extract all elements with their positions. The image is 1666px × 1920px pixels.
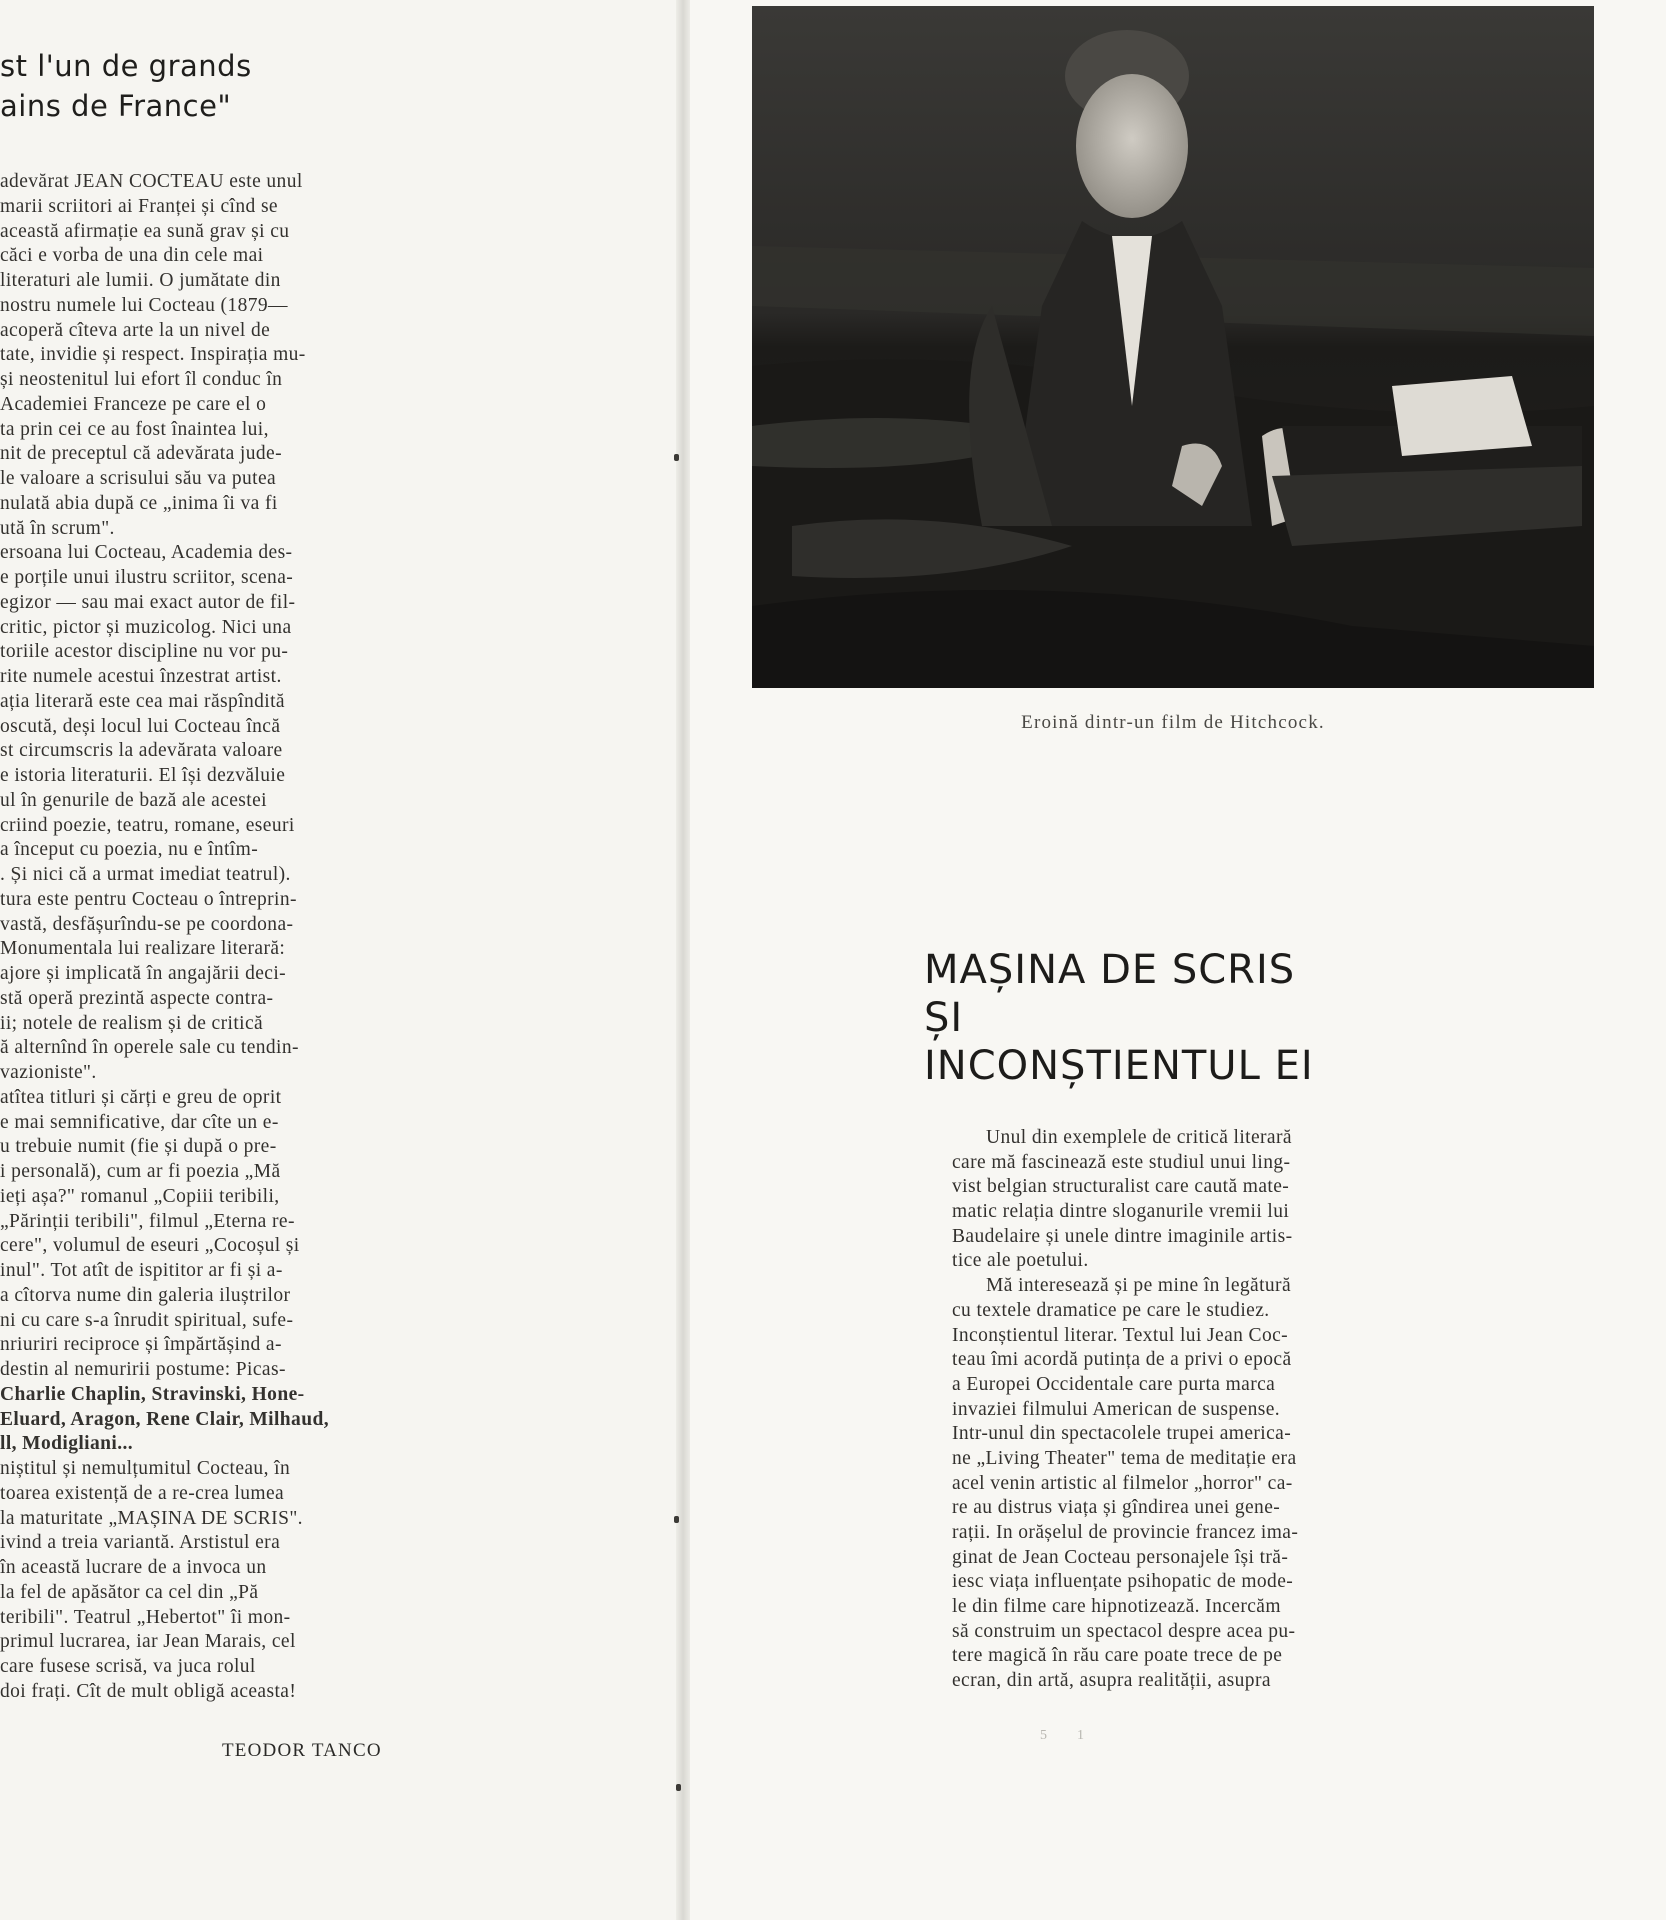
text-line: toarea existență de a re-crea lumea [0, 1482, 285, 1504]
text-line: ne „Living Theater" tema de meditație era [952, 1447, 1297, 1469]
text-line: Intr-unul din spectacolele trupei america- [952, 1423, 1292, 1445]
left-article-heading [0, 46, 300, 126]
text-line: a început cu poezia, nu e întîm- [0, 839, 259, 861]
text-line: a Europei Occidentale care purta marca [952, 1373, 1276, 1395]
text-line: teau îmi acordă putința de a privi o epocă [952, 1349, 1292, 1371]
text-line: să construim un spectacol despre acea pu- [952, 1620, 1296, 1642]
text-line: rite numele acestui înzestrat artist. [0, 666, 282, 687]
text-line: tate, invidie și respect. Inspirația mu- [0, 344, 306, 366]
title-line: ȘI [924, 995, 964, 1041]
text-line: ația literară este cea mai răspîndită [0, 690, 285, 712]
text-line: Inconștientul literar. Textul lui Jean Coc- [952, 1324, 1289, 1346]
photo-caption: Eroină dintr-un film de Hitchcock. [1021, 712, 1325, 733]
text-line: iesc viața influențate psihopatic de mode- [952, 1571, 1294, 1593]
print-speck [676, 1784, 681, 1791]
text-line: atîtea titluri și cărți e greu de oprit [0, 1086, 282, 1108]
left-article-body [0, 170, 424, 1705]
text-line: vist belgian structuralist care caută mate- [952, 1176, 1290, 1198]
left-page [0, 0, 680, 1920]
text-line: acoperă cîteva arte la un nivel de [0, 319, 271, 341]
text-line: inul". Tot atît de ispititor ar fi și a- [0, 1260, 283, 1281]
text-line: ll, Modigliani... [0, 1433, 134, 1455]
text-line: la maturitate „MAȘINA DE SCRIS". [0, 1507, 303, 1529]
title-line: MAȘINA DE SCRIS [924, 947, 1296, 993]
heading-line: st l'un de grands [0, 49, 252, 83]
text-line: ivind a treia variantă. Arstistul era [0, 1532, 281, 1554]
text-line: nostru numele lui Cocteau (1879— [0, 294, 288, 316]
text-line: care fusese scrisă, va juca rolul [0, 1656, 256, 1677]
title-line: INCONȘTIENTUL EI [924, 1043, 1314, 1089]
text-line: niștitul și nemulțumitul Cocteau, în [0, 1458, 291, 1479]
text-line: matic relația dintre sloganurile vremii lui [952, 1201, 1290, 1223]
text-line: critic, pictor și muzicolog. Nici una [0, 616, 292, 638]
text-line: care mă fascinează este studiul unui ling- [952, 1151, 1291, 1173]
text-line: literaturi ale lumii. O jumătate din [0, 270, 281, 291]
text-line: nulată abia după ce „inima îi va fi [0, 492, 278, 514]
text-line: u trebuie numit (fie și după o pre- [0, 1136, 277, 1158]
page-number: 51 [1040, 1728, 1114, 1743]
text-line: Mă interesează și pe mine în legătură [986, 1275, 1292, 1297]
text-line: vazioniste". [0, 1062, 97, 1083]
text-line: tura este pentru Cocteau o întreprin- [0, 888, 297, 910]
text-line: în această lucrare de a invoca un [0, 1557, 267, 1578]
text-line: Academiei Franceze pe care el o [0, 393, 267, 415]
text-line: Eluard, Aragon, Rene Clair, Milhaud, [0, 1408, 329, 1430]
film-still-image [752, 6, 1594, 688]
text-line: e istoria literaturii. El își dezvăluie [0, 765, 286, 786]
text-line: invaziei filmului American de suspense. [952, 1398, 1281, 1420]
right-article-body [952, 1126, 1392, 1694]
text-line: le din filme care hipnotizează. Incercăm [952, 1596, 1281, 1618]
text-line: ă alternînd în operele sale cu tendin- [0, 1037, 299, 1059]
text-line: ută în scrum". [0, 517, 115, 539]
text-line: ii; notele de realism și de critică [0, 1012, 264, 1034]
film-still-photo [752, 6, 1594, 688]
text-line: re au distrus viața și gîndirea unei gene- [952, 1497, 1281, 1519]
text-line: la fel de apăsător ca cel din „Pă [0, 1581, 259, 1603]
text-line: marii scriitori ai Franței și cînd se [0, 195, 278, 217]
text-line: ersoana lui Cocteau, Academia des- [0, 542, 293, 564]
text-line: nit de preceptul că adevărata jude- [0, 443, 282, 465]
text-line: cu textele dramatice pe care le studiez. [952, 1299, 1270, 1321]
text-line: ginat de Jean Cocteau personajele își tră- [952, 1546, 1289, 1568]
text-line: ta prin cei ce au fost înaintea lui, [0, 418, 269, 440]
text-line: e porțile unui ilustru scriitor, scena- [0, 567, 294, 588]
page-gutter [676, 0, 690, 1920]
text-line: ecran, din artă, asupra realității, asupra [952, 1670, 1271, 1692]
text-line: vastă, desfășurîndu-se pe coordona- [0, 913, 294, 935]
text-line: stă operă prezintă aspecte contra- [0, 987, 274, 1009]
text-line: toriile acestor discipline nu vor pu- [0, 641, 289, 663]
text-line: nriuriri reciproce și împărtășind a- [0, 1334, 282, 1356]
text-line: st circumscris la adevărata valoare [0, 740, 283, 762]
author-signature: TEODOR TANCO [222, 1740, 382, 1761]
text-line: căci e vorba de una din cele mai [0, 245, 264, 267]
text-line: ni cu care s-a înrudit spiritual, sufe- [0, 1309, 294, 1331]
text-line: oscută, deși locul lui Cocteau încă [0, 715, 281, 737]
text-line: „Părinții teribili", filmul „Eterna re- [0, 1210, 295, 1232]
text-line: teribili". Teatrul „Hebertot" îi mon- [0, 1606, 291, 1628]
text-line: . Și nici că a urmat imediat teatrul). [0, 864, 291, 885]
text-line: primul lucrarea, iar Jean Marais, cel [0, 1631, 296, 1653]
heading-line: ains de France" [0, 89, 232, 123]
text-line: adevărat JEAN COCTEAU este unul [0, 171, 303, 192]
text-line: ul în genurile de bază ale acestei [0, 789, 267, 811]
text-line: Unul din exemplele de critică literară [986, 1127, 1292, 1148]
text-line: criind poezie, teatru, romane, eseuri [0, 814, 295, 836]
print-speck [674, 454, 679, 461]
text-line: ajore și implicată în angajării deci- [0, 963, 287, 984]
text-line: le valoare a scrisului său va putea [0, 468, 277, 489]
text-line: tice ale poetului. [952, 1250, 1089, 1272]
text-line: egizor — sau mai exact autor de fil- [0, 591, 296, 613]
text-line: doi frați. Cît de mult obligă aceasta! [0, 1680, 297, 1702]
text-line: rații. In orășelul de provincie francez ima- [952, 1522, 1299, 1543]
text-line: Charlie Chaplin, Stravinski, Hone- [0, 1383, 305, 1405]
text-line: i personală), cum ar fi poezia „Mă [0, 1161, 281, 1182]
print-speck [674, 1516, 679, 1523]
text-line: ieți așa?" romanul „Copiii teribili, [0, 1185, 280, 1207]
text-line: destin al nemuririi postume: Picas- [0, 1359, 286, 1380]
text-line: a cîtorva nume din galeria iluștrilor [0, 1284, 291, 1306]
text-line: Baudelaire și unele dintre imaginile artis- [952, 1225, 1293, 1247]
text-line: tere magică în rău care poate trece de pe [952, 1645, 1283, 1667]
text-line: această afirmație ea sună grav și cu [0, 220, 290, 242]
text-line: și neostenitul lui efort îl conduc în [0, 369, 283, 390]
text-line: e mai semnificative, dar cîte un e- [0, 1111, 279, 1133]
text-line: Monumentala lui realizare literară: [0, 938, 286, 960]
text-line: cere", volumul de eseuri „Cocoșul și [0, 1235, 300, 1257]
text-line: acel venin artistic al filmelor „horror" ca- [952, 1472, 1293, 1494]
article-title [924, 946, 1524, 1090]
